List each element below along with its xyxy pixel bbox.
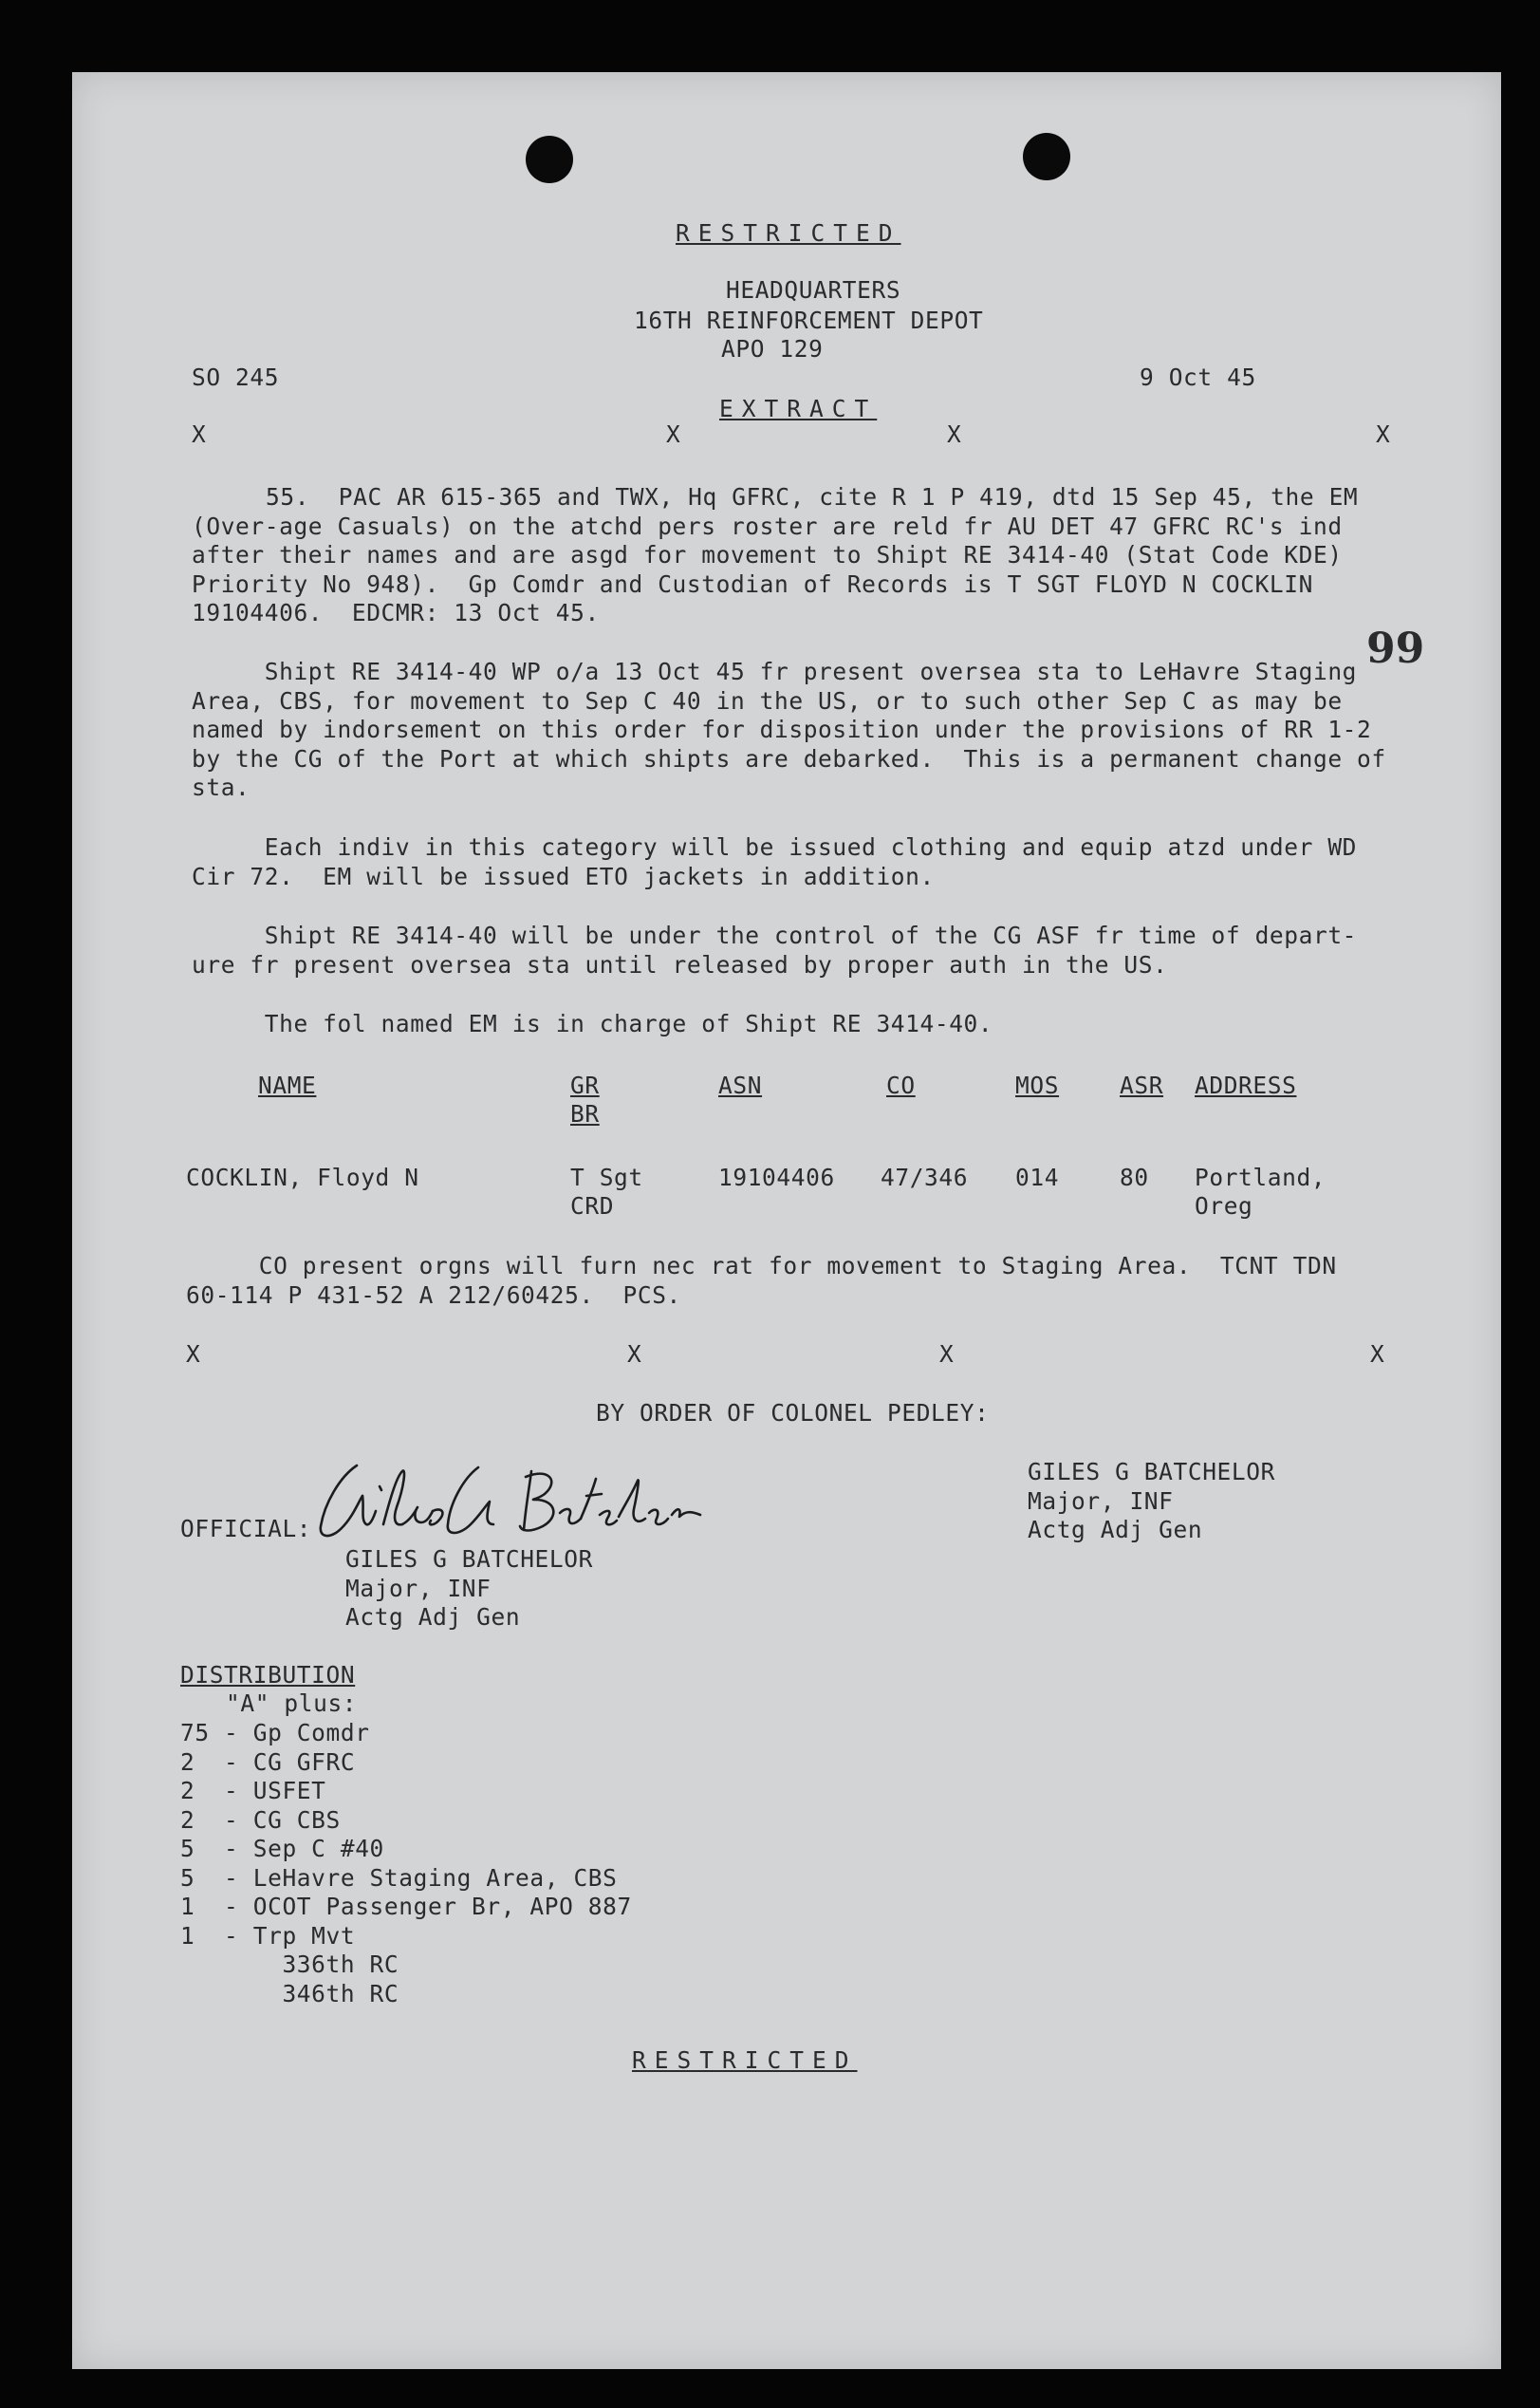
roster-header-co: CO (886, 1072, 916, 1099)
x-mark: X (192, 420, 206, 448)
signature-block-rank: Major, INF (1028, 1487, 1174, 1515)
list-item: 2 - CG GFRC (180, 1747, 356, 1776)
distribution-list (180, 1719, 632, 2008)
document-page (72, 72, 1501, 2369)
roster-grade: T Sgt (570, 1164, 643, 1191)
page-number: 99 (1366, 625, 1425, 673)
roster-header-asr: ASR (1120, 1072, 1164, 1099)
list-item: 5 - LeHavre Staging Area, CBS (180, 1863, 618, 1892)
roster-asn: 19104406 (718, 1164, 835, 1191)
x-mark: X (627, 1340, 641, 1368)
paragraph-shipment (192, 658, 1386, 803)
official-label: OFFICIAL: (180, 1515, 312, 1542)
roster-header-gr: GR (570, 1072, 600, 1099)
list-item: 2 - CG CBS (180, 1805, 341, 1834)
text-line: The fol named EM is in charge of Shipt RE 3414-40. (192, 1010, 993, 1037)
text-line: named by indorsement on this order for disposition under the provisions of RR 1-2 (192, 716, 1372, 743)
order-authority-line: BY ORDER OF COLONEL PEDLEY: (596, 1399, 990, 1427)
classification-header: RESTRICTED (676, 219, 901, 247)
text-line: 55. PAC AR 615-365 and TWX, Hq GFRC, cite R 1 P 419, dtd 15 Sep 45, the EM (266, 483, 1359, 511)
text-line: CO present orgns will furn nec rat for movement to Staging Area. TCNT TDN (186, 1252, 1337, 1279)
roster-mos: 014 (1015, 1164, 1060, 1191)
paragraph-rations (186, 1252, 1337, 1310)
roster-asr: 80 (1120, 1164, 1149, 1191)
roster-header-br: BR (570, 1100, 600, 1128)
text-line: ure fr present oversea sta until released by proper auth in the US. (192, 950, 1168, 979)
order-date: 9 Oct 45 (1140, 364, 1256, 391)
x-mark: X (186, 1340, 200, 1368)
roster-header-mos: MOS (1015, 1072, 1060, 1099)
x-mark: X (947, 420, 961, 448)
text-line: sta. (192, 774, 250, 801)
list-item: 1 - Trp Mvt (180, 1921, 356, 1950)
list-item: 75 - Gp Comdr (180, 1719, 370, 1746)
roster-address-line2: Oreg (1195, 1192, 1253, 1220)
order-number: SO 245 (192, 364, 280, 391)
text-line: 60-114 P 431-52 A 212/60425. PCS. (186, 1280, 681, 1309)
classification-footer: RESTRICTED (632, 2046, 858, 2074)
official-rank: Major, INF (345, 1575, 492, 1602)
x-mark: X (666, 420, 680, 448)
x-mark: X (939, 1340, 954, 1368)
text-line: (Over-age Casuals) on the atchd pers roster are reld fr AU DET 47 GFRC RC's ind (192, 512, 1343, 540)
text-line: Area, CBS, for movement to Sep C 40 in the US, or to such other Sep C as may be (192, 686, 1343, 715)
text-line: by the CG of the Port at which shipts are debarked. This is a permanent change of (192, 744, 1386, 773)
distribution-title: DISTRIBUTION (180, 1661, 356, 1689)
list-item: 336th RC (180, 1951, 399, 1978)
official-name: GILES G BATCHELOR (345, 1545, 593, 1573)
roster-header-name: NAME (258, 1072, 317, 1099)
text-line: Shipt RE 3414-40 will be under the control of the CG ASF fr time of depart- (192, 922, 1358, 949)
hq-line-2: 16TH REINFORCEMENT DEPOT (634, 307, 984, 334)
roster-co: 47/346 (881, 1164, 969, 1191)
paragraph-in-charge (192, 1010, 993, 1039)
text-line: 19104406. EDCMR: 13 Oct 45. (192, 599, 600, 626)
signature-block-title: Actg Adj Gen (1028, 1516, 1203, 1543)
text-line: after their names and are asgd for movement to Shipt RE 3414-40 (Stat Code KDE) (192, 541, 1343, 569)
text-line: Each indiv in this category will be issued clothing and equip atzd under WD (192, 833, 1358, 861)
x-mark: X (1376, 420, 1390, 448)
paragraph-clothing (192, 833, 1357, 891)
handwritten-signature (311, 1458, 710, 1548)
paragraph-control (192, 922, 1357, 980)
list-item: 1 - OCOT Passenger Br, APO 887 (180, 1893, 632, 1920)
punch-hole-left (526, 136, 573, 183)
text-line: Shipt RE 3414-40 WP o/a 13 Oct 45 fr present oversea sta to LeHavre Staging (192, 658, 1358, 685)
hq-line-3: APO 129 (721, 335, 824, 363)
roster-name: COCKLIN, Floyd N (186, 1164, 419, 1191)
roster-branch: CRD (570, 1192, 615, 1220)
roster-header-address: ADDRESS (1195, 1072, 1297, 1099)
roster-header-asn: ASN (718, 1072, 763, 1099)
roster-address-line1: Portland, (1195, 1164, 1327, 1191)
paragraph-55 (192, 483, 1358, 628)
distribution-subtitle: "A" plus: (226, 1689, 358, 1717)
punch-hole-right (1023, 133, 1070, 180)
text-line: Priority No 948). Gp Comdr and Custodian of Records is T SGT FLOYD N COCKLIN (192, 569, 1313, 598)
list-item: 346th RC (180, 1979, 399, 2007)
signature-block-name: GILES G BATCHELOR (1028, 1458, 1275, 1485)
official-title: Actg Adj Gen (345, 1603, 521, 1631)
list-item: 5 - Sep C #40 (180, 1835, 384, 1862)
hq-line-1: HEADQUARTERS (726, 276, 901, 304)
x-mark: X (1370, 1340, 1384, 1368)
list-item: 2 - USFET (180, 1777, 326, 1804)
extract-heading: EXTRACT (719, 395, 878, 422)
text-line: Cir 72. EM will be issued ETO jackets in addition. (192, 862, 935, 890)
